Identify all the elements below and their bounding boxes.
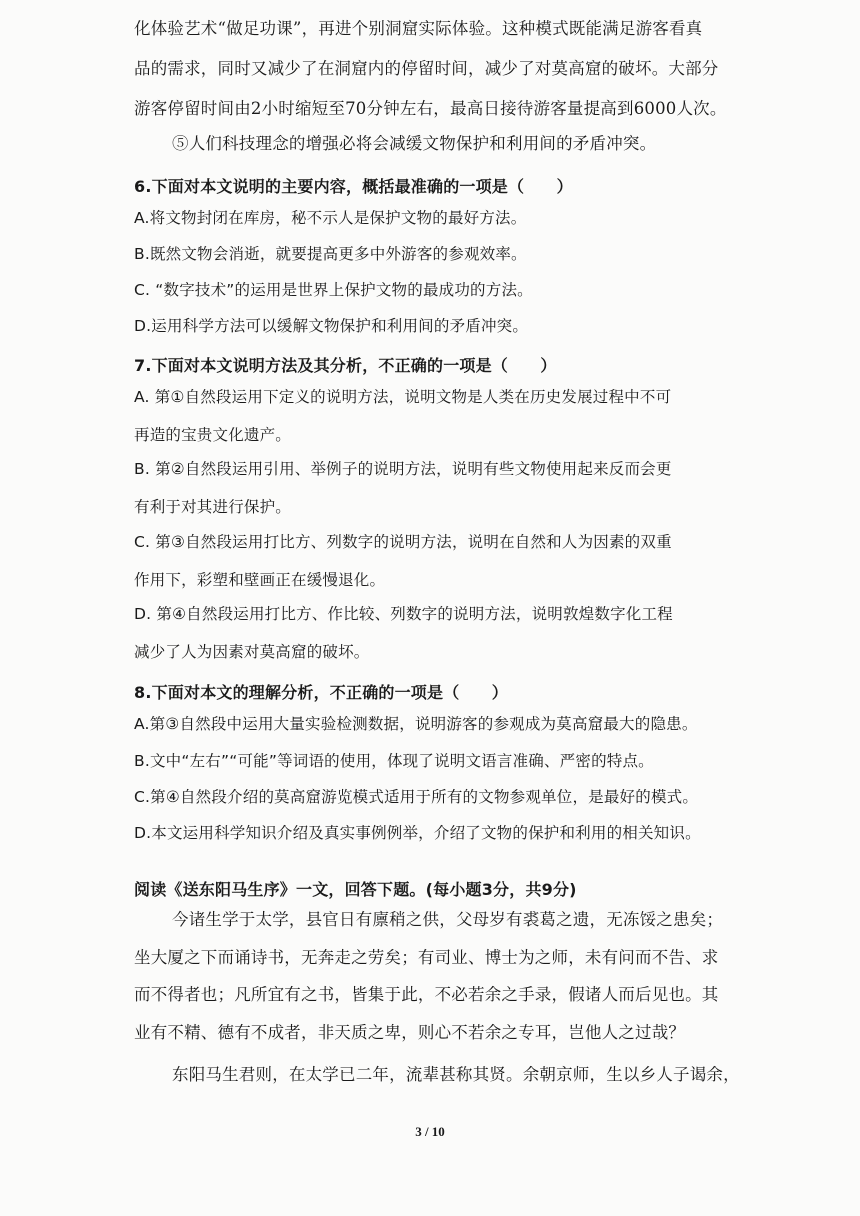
q6-option-b: B.既然文物会消逝，就要提高更多中外游客的参观效率。 <box>134 245 527 263</box>
q7-option-a-line-2: 再造的宝贵文化遗产。 <box>134 426 292 444</box>
q7-option-d-line-1: D. 第④自然段运用打比方、作比较、列数字的说明方法，说明敦煌数字化工程 <box>134 605 673 623</box>
page-number: 3 / 10 <box>415 1124 445 1139</box>
reading-line-4: 业有不精、德有不成者，非天质之卑，则心不若余之专耳，岂他人之过哉？ <box>134 1023 686 1042</box>
reading-heading: 阅读《送东阳马生序》一文，回答下题。(每小题3分，共9分) <box>134 880 577 899</box>
q6-stem: 6.下面对本文说明的主要内容，概括最准确的一项是（ ） <box>134 177 573 196</box>
q6-option-d: D.运用科学方法可以缓解文物保护和利用间的矛盾冲突。 <box>134 317 529 335</box>
point-5: ⑤人们科技理念的增强必将会减缓文物保护和利用间的矛盾冲突。 <box>172 134 657 153</box>
reading-line-2: 坐大厦之下而诵诗书，无奔走之劳矣；有司业、博士为之师，未有问而不告、求 <box>134 948 719 967</box>
intro-line-2: 品的需求，同时又减少了在洞窟内的停留时间，减少了对莫高窟的破坏。大部分 <box>134 59 719 78</box>
q8-stem: 8.下面对本文的理解分析，不正确的一项是（ ） <box>134 683 509 702</box>
q7-option-b-line-2: 有利于对其进行保护。 <box>134 498 292 516</box>
q7-stem: 7.下面对本文说明方法及其分析，不正确的一项是（ ） <box>134 356 557 375</box>
q7-option-c-line-1: C. 第③自然段运用打比方、列数字的说明方法，说明在自然和人为因素的双重 <box>134 533 672 551</box>
q7-option-c-line-2: 作用下，彩塑和壁画正在缓慢退化。 <box>134 571 386 589</box>
q8-option-c: C.第④自然段介绍的莫高窟游览模式适用于所有的文物参观单位，是最好的模式。 <box>134 788 699 806</box>
q7-option-a-line-1: A. 第①自然段运用下定义的说明方法，说明文物是人类在历史发展过程中不可 <box>134 388 672 406</box>
intro-line-3: 游客停留时间由2小时缩短至70分钟左右，最高日接待游客量提高到6000人次。 <box>134 99 727 118</box>
q6-option-c: C. “数字技术”的运用是世界上保护文物的最成功的方法。 <box>134 281 533 299</box>
q7-option-b-line-1: B. 第②自然段运用引用、举例子的说明方法，说明有些文物使用起来反而会更 <box>134 460 672 478</box>
q8-option-d: D.本文运用科学知识介绍及真实事例例举，介绍了文物的保护和利用的相关知识。 <box>134 824 701 842</box>
q8-option-a: A.第③自然段中运用大量实验检测数据，说明游客的参观成为莫高窟最大的隐患。 <box>134 715 698 733</box>
q6-option-a: A.将文物封闭在库房，秘不示人是保护文物的最好方法。 <box>134 209 527 227</box>
reading-line-3: 而不得者也；凡所宜有之书，皆集于此，不必若余之手录，假诸人而后见也。其 <box>134 985 719 1004</box>
q7-option-d-line-2: 减少了人为因素对莫高窟的破坏。 <box>134 643 370 661</box>
reading-line-5: 东阳马生君则，在太学已二年，流辈甚称其贤。余朝京师，生以乡人子谒余， <box>172 1065 740 1084</box>
intro-line-1: 化体验艺术“做足功课”，再进个别洞窟实际体验。这种模式既能满足游客看真 <box>134 19 703 38</box>
q8-option-b: B.文中“左右”“可能”等词语的使用，体现了说明文语言准确、严密的特点。 <box>134 752 654 770</box>
reading-line-1: 今诸生学于太学，县官日有廪稍之供，父母岁有裘葛之遗，无冻馁之患矣； <box>172 910 724 929</box>
